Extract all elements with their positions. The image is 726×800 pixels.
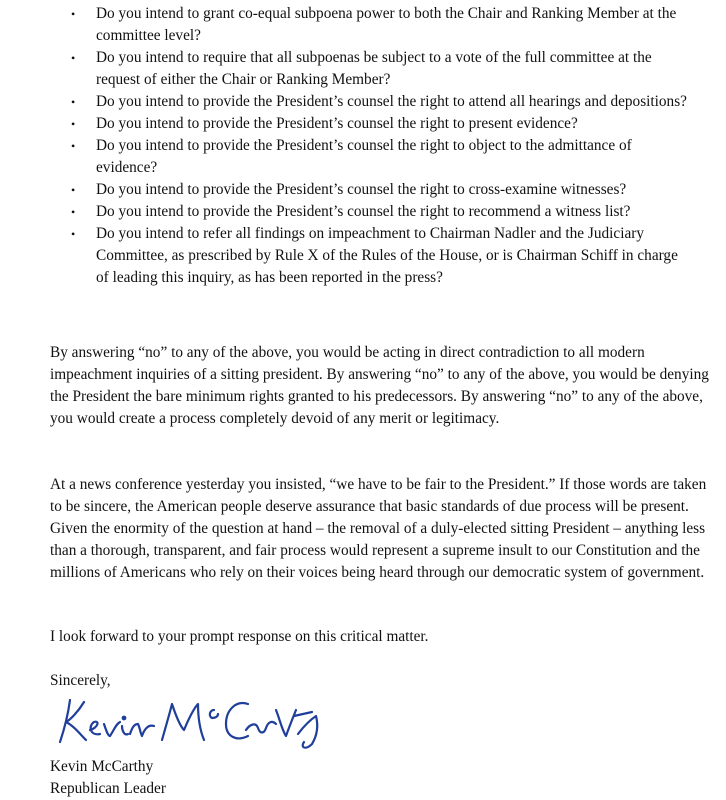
bullet-icon: • [71,7,76,21]
bullet-icon: • [71,51,76,65]
question-text: Do you intend to grant co-equal subpoena power to both the Chair and Ranking Member at the committee level? [96,5,677,44]
signer-title: Republican Leader [50,780,166,797]
list-item [0,179,726,201]
closing-salutation: Sincerely, [50,672,111,689]
question-list [0,3,726,289]
question-text: Do you intend to provide the President’s counsel the right to recommend a witness list? [96,203,631,220]
bullet-icon: • [71,183,76,197]
question-text: Do you intend to provide the President’s counsel the right to attend all hearings and depositions? [96,93,687,110]
question-text: Do you intend to provide the President’s counsel the right to cross-examine witnesses? [96,181,627,198]
list-item [0,223,726,289]
list-item [0,91,726,113]
question-text: Do you intend to require that all subpoenas be subject to a vote of the full committee at the request of either the Chair or Ranking Member? [96,49,652,88]
signer-name: Kevin McCarthy [50,758,154,775]
list-item [0,47,726,91]
body-paragraph: At a news conference yesterday you insisted, “we have to be fair to the President.” If those words are taken to be sincere, the American people deserve assurance that basic standards of due process will be present. Given the enormity of the question at hand – the removal of a duly-elected sitting President – anything less than a thorough, transparent, and fair process would represent a supreme insult to our Constitution and the millions of Americans who rely on their voices being heard through our democratic system of government. [50,476,707,581]
signature-image [50,690,340,750]
bullet-icon: • [71,227,76,241]
list-item [0,135,726,179]
list-item [0,3,726,47]
bullet-icon: • [71,117,76,131]
list-item [0,201,726,223]
bullet-icon: • [71,95,76,109]
body-paragraph: By answering “no” to any of the above, you would be acting in direct contradiction to all modern impeachment inquiries of a sitting president. By answering “no” to any of the above, you would be denying the President the bare minimum rights granted to his predecessors. By answering “no” to any of the above, you would create a process completely devoid of any merit or legitimacy. [50,344,709,427]
bullet-icon: • [71,205,76,219]
question-text: Do you intend to refer all findings on impeachment to Chairman Nadler and the Judiciary Committee, as prescribed by Rule X of the Rules of the House, or is Chairman Schiff in charge of leading this inquiry, as has been reported in the press? [96,225,678,286]
list-item [0,113,726,135]
bullet-icon: • [71,139,76,153]
body-paragraph: I look forward to your prompt response on this critical matter. [50,628,429,645]
question-text: Do you intend to provide the President’s counsel the right to object to the admittance of evidence? [96,137,632,176]
question-text: Do you intend to provide the President’s counsel the right to present evidence? [96,115,578,132]
